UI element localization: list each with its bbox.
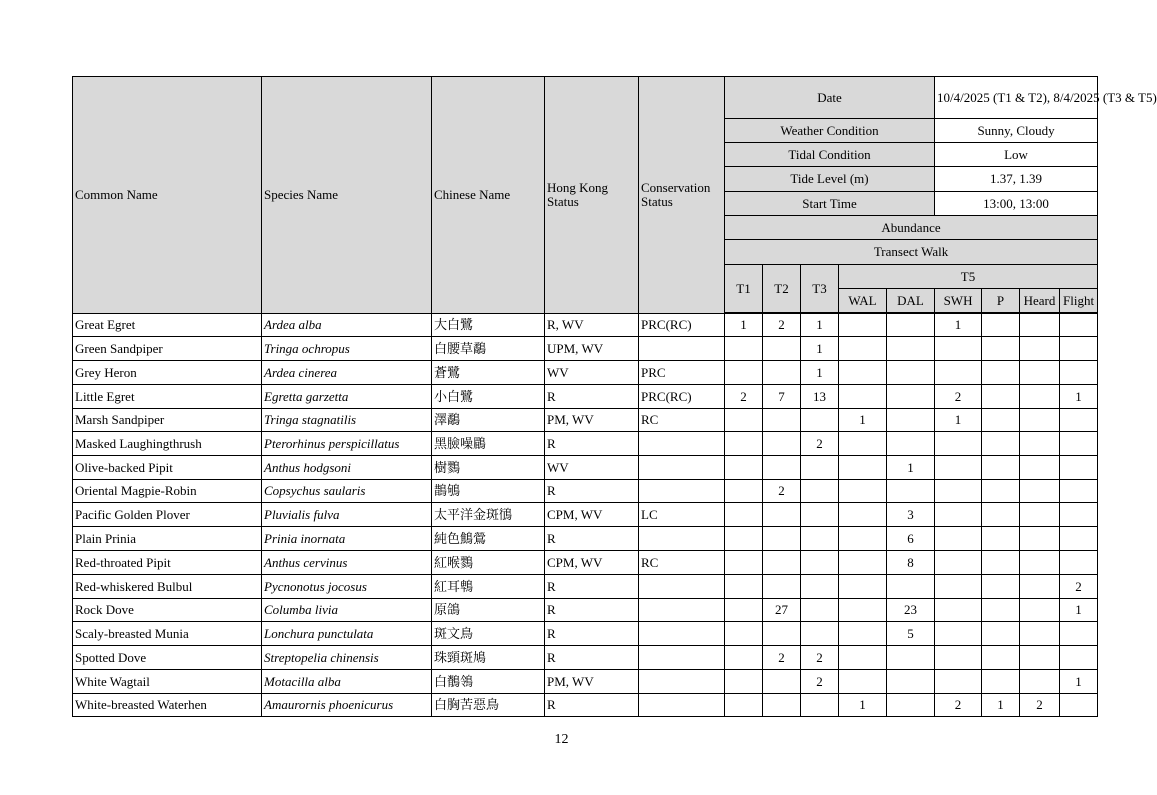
cell-chinese-name: 樹鷚 bbox=[432, 456, 545, 480]
cell-count bbox=[725, 622, 763, 646]
table-row bbox=[73, 409, 1098, 432]
cell-hk-status: PM, WV bbox=[545, 670, 639, 694]
cell-hk-status: R bbox=[545, 622, 639, 646]
cell-hk-status: R bbox=[545, 480, 639, 503]
cell-count bbox=[1060, 646, 1098, 670]
header-conservation-status: Conservation Status bbox=[639, 77, 725, 314]
cell-count bbox=[763, 670, 801, 694]
cell-count: 1 bbox=[887, 456, 935, 480]
cell-count: 1 bbox=[801, 337, 839, 361]
cell-count bbox=[801, 551, 839, 575]
cell-count bbox=[935, 622, 982, 646]
cell-hk-status: WV bbox=[545, 456, 639, 480]
cell-count bbox=[725, 670, 763, 694]
cell-chinese-name: 澤鷸 bbox=[432, 409, 545, 432]
header-date-value: 10/4/2025 (T1 & T2), 8/4/2025 (T3 & T5) bbox=[935, 77, 1098, 119]
cell-count bbox=[801, 599, 839, 622]
cell-chinese-name: 太平洋金斑鴴 bbox=[432, 503, 545, 527]
cell-count bbox=[839, 432, 887, 456]
cell-hk-status: R bbox=[545, 385, 639, 409]
header-t5-p: P bbox=[982, 289, 1020, 313]
cell-count: 1 bbox=[801, 314, 839, 337]
cell-count bbox=[801, 480, 839, 503]
cell-count bbox=[839, 670, 887, 694]
cell-count bbox=[982, 575, 1020, 599]
header-tide-level-label: Tide Level (m) bbox=[725, 167, 935, 192]
cell-species-name: Ardea cinerea bbox=[262, 361, 432, 385]
cell-chinese-name: 鵲鴝 bbox=[432, 480, 545, 503]
cell-conservation-status: PRC(RC) bbox=[639, 385, 725, 409]
cell-common-name: Red-throated Pipit bbox=[73, 551, 262, 575]
cell-count bbox=[887, 694, 935, 717]
cell-count bbox=[887, 409, 935, 432]
cell-count: 2 bbox=[725, 385, 763, 409]
cell-count bbox=[935, 432, 982, 456]
cell-count bbox=[1020, 409, 1060, 432]
cell-common-name: Marsh Sandpiper bbox=[73, 409, 262, 432]
cell-common-name: Rock Dove bbox=[73, 599, 262, 622]
cell-hk-status: R bbox=[545, 646, 639, 670]
cell-count: 2 bbox=[801, 646, 839, 670]
cell-count bbox=[935, 575, 982, 599]
cell-count bbox=[725, 361, 763, 385]
cell-count bbox=[982, 527, 1020, 551]
cell-count bbox=[1020, 361, 1060, 385]
header-t5: T5 bbox=[839, 265, 1098, 289]
cell-count bbox=[935, 527, 982, 551]
cell-conservation-status: PRC(RC) bbox=[639, 314, 725, 337]
cell-count bbox=[887, 670, 935, 694]
cell-count bbox=[1060, 480, 1098, 503]
header-t1: T1 bbox=[725, 265, 763, 313]
cell-species-name: Egretta garzetta bbox=[262, 385, 432, 409]
cell-count: 1 bbox=[935, 409, 982, 432]
cell-common-name: Olive-backed Pipit bbox=[73, 456, 262, 480]
cell-count bbox=[763, 456, 801, 480]
cell-species-name: Prinia inornata bbox=[262, 527, 432, 551]
cell-count bbox=[982, 385, 1020, 409]
cell-species-name: Pluvialis fulva bbox=[262, 503, 432, 527]
cell-count bbox=[935, 599, 982, 622]
cell-count bbox=[1020, 503, 1060, 527]
cell-hk-status: PM, WV bbox=[545, 409, 639, 432]
table-row bbox=[73, 432, 1098, 456]
cell-count: 1 bbox=[839, 409, 887, 432]
cell-conservation-status bbox=[639, 599, 725, 622]
cell-count bbox=[725, 480, 763, 503]
cell-count bbox=[763, 551, 801, 575]
cell-count bbox=[1060, 622, 1098, 646]
header-date-label: Date bbox=[725, 77, 935, 119]
cell-count: 1 bbox=[935, 314, 982, 337]
cell-chinese-name: 白胸苦惡鳥 bbox=[432, 694, 545, 717]
table-row bbox=[73, 646, 1098, 670]
cell-count: 2 bbox=[801, 670, 839, 694]
cell-count bbox=[1020, 480, 1060, 503]
cell-count bbox=[1020, 337, 1060, 361]
cell-count bbox=[763, 361, 801, 385]
cell-conservation-status bbox=[639, 622, 725, 646]
table-row bbox=[73, 480, 1098, 503]
cell-count bbox=[887, 385, 935, 409]
cell-count bbox=[935, 361, 982, 385]
cell-count bbox=[725, 456, 763, 480]
cell-count bbox=[935, 551, 982, 575]
cell-count bbox=[1020, 551, 1060, 575]
cell-count bbox=[887, 646, 935, 670]
cell-chinese-name: 純色鷦鶯 bbox=[432, 527, 545, 551]
cell-common-name: Spotted Dove bbox=[73, 646, 262, 670]
cell-conservation-status bbox=[639, 694, 725, 717]
cell-count: 8 bbox=[887, 551, 935, 575]
cell-count bbox=[1060, 503, 1098, 527]
header-chinese-name: Chinese Name bbox=[432, 77, 545, 314]
cell-conservation-status: PRC bbox=[639, 361, 725, 385]
cell-species-name: Anthus cervinus bbox=[262, 551, 432, 575]
cell-conservation-status bbox=[639, 670, 725, 694]
cell-count bbox=[763, 527, 801, 551]
cell-common-name: Red-whiskered Bulbul bbox=[73, 575, 262, 599]
cell-count bbox=[982, 551, 1020, 575]
cell-count bbox=[839, 503, 887, 527]
cell-count bbox=[763, 575, 801, 599]
cell-count bbox=[1020, 314, 1060, 337]
cell-count: 2 bbox=[801, 432, 839, 456]
cell-count: 23 bbox=[887, 599, 935, 622]
cell-count bbox=[982, 646, 1020, 670]
cell-count bbox=[839, 527, 887, 551]
cell-count: 2 bbox=[763, 314, 801, 337]
cell-count: 5 bbox=[887, 622, 935, 646]
header-t2: T2 bbox=[763, 265, 801, 313]
cell-common-name: Plain Prinia bbox=[73, 527, 262, 551]
cell-hk-status: R bbox=[545, 432, 639, 456]
cell-count bbox=[725, 409, 763, 432]
cell-count bbox=[763, 622, 801, 646]
cell-count bbox=[839, 314, 887, 337]
table-row bbox=[73, 456, 1098, 480]
cell-common-name: Grey Heron bbox=[73, 361, 262, 385]
cell-count bbox=[982, 361, 1020, 385]
cell-species-name: Ardea alba bbox=[262, 314, 432, 337]
cell-count: 1 bbox=[1060, 670, 1098, 694]
cell-chinese-name: 紅喉鷚 bbox=[432, 551, 545, 575]
cell-count bbox=[935, 670, 982, 694]
cell-count bbox=[839, 599, 887, 622]
cell-count: 2 bbox=[763, 646, 801, 670]
table-row bbox=[73, 694, 1098, 717]
header-weather-value: Sunny, Cloudy bbox=[935, 119, 1098, 143]
cell-hk-status: R bbox=[545, 527, 639, 551]
cell-count bbox=[1020, 432, 1060, 456]
cell-species-name: Tringa stagnatilis bbox=[262, 409, 432, 432]
cell-count bbox=[887, 480, 935, 503]
cell-count bbox=[887, 314, 935, 337]
cell-count: 1 bbox=[1060, 599, 1098, 622]
cell-count bbox=[839, 337, 887, 361]
cell-count bbox=[1060, 361, 1098, 385]
cell-chinese-name: 白鶺鴒 bbox=[432, 670, 545, 694]
cell-count bbox=[1060, 551, 1098, 575]
cell-count bbox=[982, 432, 1020, 456]
cell-count bbox=[1060, 456, 1098, 480]
cell-hk-status: R bbox=[545, 694, 639, 717]
cell-count bbox=[763, 503, 801, 527]
cell-count bbox=[725, 551, 763, 575]
cell-count bbox=[1020, 385, 1060, 409]
cell-count bbox=[982, 456, 1020, 480]
cell-conservation-status: RC bbox=[639, 409, 725, 432]
cell-count bbox=[982, 503, 1020, 527]
cell-count bbox=[982, 314, 1020, 337]
cell-count bbox=[1020, 599, 1060, 622]
header-t5-flight: Flight bbox=[1060, 289, 1098, 313]
cell-count bbox=[935, 480, 982, 503]
cell-count bbox=[982, 599, 1020, 622]
header-transect-walk: Transect Walk bbox=[725, 240, 1098, 265]
cell-chinese-name: 黑臉噪鶥 bbox=[432, 432, 545, 456]
cell-count bbox=[801, 456, 839, 480]
table-row bbox=[73, 670, 1098, 694]
cell-conservation-status: LC bbox=[639, 503, 725, 527]
cell-count bbox=[887, 575, 935, 599]
cell-chinese-name: 小白鷺 bbox=[432, 385, 545, 409]
cell-count bbox=[763, 432, 801, 456]
cell-count bbox=[935, 456, 982, 480]
cell-count bbox=[982, 409, 1020, 432]
cell-count: 1 bbox=[1060, 385, 1098, 409]
cell-count bbox=[982, 480, 1020, 503]
header-start-time-value: 13:00, 13:00 bbox=[935, 192, 1098, 216]
table-row bbox=[73, 503, 1098, 527]
cell-conservation-status bbox=[639, 646, 725, 670]
cell-count bbox=[982, 337, 1020, 361]
cell-chinese-name: 紅耳鵯 bbox=[432, 575, 545, 599]
cell-chinese-name: 珠頸斑鳩 bbox=[432, 646, 545, 670]
cell-count: 2 bbox=[935, 694, 982, 717]
cell-common-name: Pacific Golden Plover bbox=[73, 503, 262, 527]
cell-species-name: Motacilla alba bbox=[262, 670, 432, 694]
cell-count: 2 bbox=[1060, 575, 1098, 599]
cell-species-name: Columba livia bbox=[262, 599, 432, 622]
cell-species-name: Streptopelia chinensis bbox=[262, 646, 432, 670]
bird-survey-table bbox=[72, 76, 1157, 717]
cell-count: 13 bbox=[801, 385, 839, 409]
cell-hk-status: WV bbox=[545, 361, 639, 385]
table-row bbox=[73, 551, 1098, 575]
cell-species-name: Amaurornis phoenicurus bbox=[262, 694, 432, 717]
cell-count: 2 bbox=[935, 385, 982, 409]
cell-count bbox=[1020, 622, 1060, 646]
cell-count bbox=[763, 694, 801, 717]
cell-count: 1 bbox=[839, 694, 887, 717]
header-t3: T3 bbox=[801, 265, 839, 313]
cell-count bbox=[725, 503, 763, 527]
cell-count bbox=[839, 622, 887, 646]
header-abundance: Abundance bbox=[725, 216, 1098, 240]
cell-hk-status: UPM, WV bbox=[545, 337, 639, 361]
table-row bbox=[73, 622, 1098, 646]
cell-count bbox=[763, 409, 801, 432]
table-row bbox=[73, 337, 1098, 361]
cell-conservation-status bbox=[639, 527, 725, 551]
cell-count bbox=[839, 361, 887, 385]
cell-hk-status: CPM, WV bbox=[545, 503, 639, 527]
cell-conservation-status: RC bbox=[639, 551, 725, 575]
cell-chinese-name: 蒼鷺 bbox=[432, 361, 545, 385]
cell-species-name: Tringa ochropus bbox=[262, 337, 432, 361]
cell-count bbox=[839, 480, 887, 503]
cell-count bbox=[801, 694, 839, 717]
cell-count bbox=[839, 456, 887, 480]
table-body bbox=[73, 314, 1098, 717]
cell-count bbox=[1020, 646, 1060, 670]
cell-count: 3 bbox=[887, 503, 935, 527]
table-row bbox=[73, 575, 1098, 599]
header-weather-label: Weather Condition bbox=[725, 119, 935, 143]
cell-count: 1 bbox=[801, 361, 839, 385]
cell-count bbox=[839, 575, 887, 599]
cell-count bbox=[725, 646, 763, 670]
cell-count bbox=[1060, 337, 1098, 361]
cell-count: 2 bbox=[1020, 694, 1060, 717]
cell-count bbox=[1060, 409, 1098, 432]
cell-count bbox=[1020, 527, 1060, 551]
cell-common-name: Green Sandpiper bbox=[73, 337, 262, 361]
cell-common-name: Little Egret bbox=[73, 385, 262, 409]
cell-count bbox=[839, 551, 887, 575]
cell-chinese-name: 白腰草鷸 bbox=[432, 337, 545, 361]
header-t5-wal: WAL bbox=[839, 289, 887, 313]
cell-hk-status: R, WV bbox=[545, 314, 639, 337]
header-tide-level-value: 1.37, 1.39 bbox=[935, 167, 1098, 192]
cell-hk-status: CPM, WV bbox=[545, 551, 639, 575]
cell-species-name: Lonchura punctulata bbox=[262, 622, 432, 646]
cell-count: 1 bbox=[725, 314, 763, 337]
header-start-time-label: Start Time bbox=[725, 192, 935, 216]
cell-count bbox=[801, 575, 839, 599]
cell-common-name: Great Egret bbox=[73, 314, 262, 337]
cell-count bbox=[1020, 456, 1060, 480]
cell-count bbox=[725, 337, 763, 361]
header-t5-swh: SWH bbox=[935, 289, 982, 313]
cell-count bbox=[839, 646, 887, 670]
cell-species-name: Anthus hodgsoni bbox=[262, 456, 432, 480]
table-row bbox=[73, 314, 1098, 337]
cell-count bbox=[801, 527, 839, 551]
cell-count: 6 bbox=[887, 527, 935, 551]
cell-hk-status: R bbox=[545, 575, 639, 599]
cell-count bbox=[887, 432, 935, 456]
cell-count bbox=[839, 385, 887, 409]
cell-chinese-name: 斑文鳥 bbox=[432, 622, 545, 646]
cell-conservation-status bbox=[639, 337, 725, 361]
header-t5-heard: Heard bbox=[1020, 289, 1060, 313]
cell-count bbox=[725, 575, 763, 599]
cell-count bbox=[982, 670, 1020, 694]
table-row bbox=[73, 361, 1098, 385]
cell-count bbox=[725, 432, 763, 456]
header-hk-status: Hong Kong Status bbox=[545, 77, 639, 314]
page-number: 12 bbox=[554, 732, 569, 747]
cell-conservation-status bbox=[639, 432, 725, 456]
cell-count bbox=[725, 599, 763, 622]
cell-chinese-name: 原鴿 bbox=[432, 599, 545, 622]
table-row bbox=[73, 527, 1098, 551]
cell-species-name: Copsychus saularis bbox=[262, 480, 432, 503]
cell-count bbox=[1060, 527, 1098, 551]
cell-count bbox=[1060, 314, 1098, 337]
cell-conservation-status bbox=[639, 575, 725, 599]
cell-count bbox=[1060, 694, 1098, 717]
table-row bbox=[73, 599, 1098, 622]
cell-count bbox=[887, 337, 935, 361]
cell-count: 27 bbox=[763, 599, 801, 622]
cell-count bbox=[1020, 670, 1060, 694]
cell-count bbox=[935, 646, 982, 670]
cell-conservation-status bbox=[639, 456, 725, 480]
cell-count: 7 bbox=[763, 385, 801, 409]
cell-count bbox=[801, 622, 839, 646]
cell-common-name: Scaly-breasted Munia bbox=[73, 622, 262, 646]
header-t5-dal: DAL bbox=[887, 289, 935, 313]
header-tidal-value: Low bbox=[935, 143, 1098, 167]
header-tidal-label: Tidal Condition bbox=[725, 143, 935, 167]
cell-count bbox=[1020, 575, 1060, 599]
cell-count bbox=[725, 527, 763, 551]
table-row bbox=[73, 385, 1098, 409]
cell-count: 2 bbox=[763, 480, 801, 503]
cell-count bbox=[801, 409, 839, 432]
cell-count bbox=[935, 337, 982, 361]
cell-chinese-name: 大白鷺 bbox=[432, 314, 545, 337]
cell-common-name: White-breasted Waterhen bbox=[73, 694, 262, 717]
cell-count bbox=[725, 694, 763, 717]
cell-count bbox=[801, 503, 839, 527]
cell-common-name: Masked Laughingthrush bbox=[73, 432, 262, 456]
cell-count: 1 bbox=[982, 694, 1020, 717]
cell-count bbox=[935, 503, 982, 527]
cell-count bbox=[763, 337, 801, 361]
header-common-name: Common Name bbox=[73, 77, 262, 314]
cell-count bbox=[887, 361, 935, 385]
cell-hk-status: R bbox=[545, 599, 639, 622]
cell-common-name: Oriental Magpie-Robin bbox=[73, 480, 262, 503]
cell-count bbox=[1060, 432, 1098, 456]
cell-species-name: Pterorhinus perspicillatus bbox=[262, 432, 432, 456]
cell-conservation-status bbox=[639, 480, 725, 503]
header-species-name: Species Name bbox=[262, 77, 432, 314]
cell-species-name: Pycnonotus jocosus bbox=[262, 575, 432, 599]
cell-common-name: White Wagtail bbox=[73, 670, 262, 694]
cell-count bbox=[982, 622, 1020, 646]
